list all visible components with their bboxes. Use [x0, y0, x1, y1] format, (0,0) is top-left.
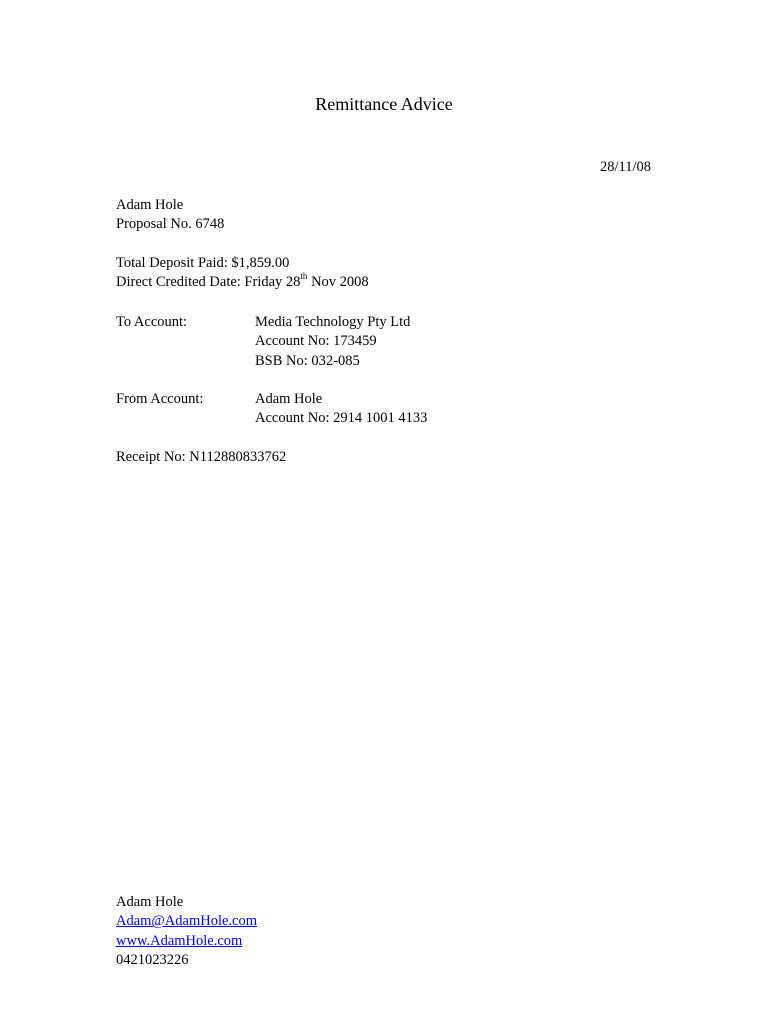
- to-account-number: Account No: 173459: [255, 333, 377, 350]
- footer-name: Adam Hole: [116, 894, 184, 910]
- credited-date-ordinal: th: [300, 271, 308, 282]
- footer-website-link[interactable]: www.AdamHole.com: [116, 932, 243, 949]
- document-title: Remittance Advice: [315, 94, 453, 114]
- footer-phone: 0421023226: [116, 951, 189, 968]
- document-date: 28/11/08: [599, 159, 651, 175]
- footer-email-link[interactable]: Adam@AdamHole.com: [116, 913, 257, 930]
- proposal-number: Proposal No. 6748: [116, 216, 225, 233]
- from-account-label: From Account:: [116, 391, 204, 407]
- total-deposit-paid: Total Deposit Paid: $1,859.00: [116, 255, 290, 271]
- recipient-block: [116, 196, 224, 235]
- receipt-number: Receipt No: N112880833762: [116, 449, 287, 465]
- deposit-block: [116, 254, 369, 293]
- direct-credited-date: [116, 273, 369, 292]
- to-account-block: [116, 313, 410, 371]
- credited-date-prefix: Direct Credited Date: Friday 28: [116, 274, 301, 291]
- to-account-label: To Account:: [116, 314, 188, 330]
- from-account-name: Adam Hole: [255, 391, 323, 407]
- receipt-block: [116, 448, 286, 467]
- to-account-bsb: BSB No: 032-085: [255, 352, 360, 369]
- from-account-number: Account No: 2914 1001 4133: [255, 410, 428, 427]
- footer-contact: [116, 893, 257, 970]
- recipient-name: Adam Hole: [116, 197, 184, 213]
- to-account-name: Media Technology Pty Ltd: [255, 314, 411, 330]
- from-account-block: [116, 390, 427, 429]
- credited-date-suffix: Nov 2008: [307, 274, 369, 291]
